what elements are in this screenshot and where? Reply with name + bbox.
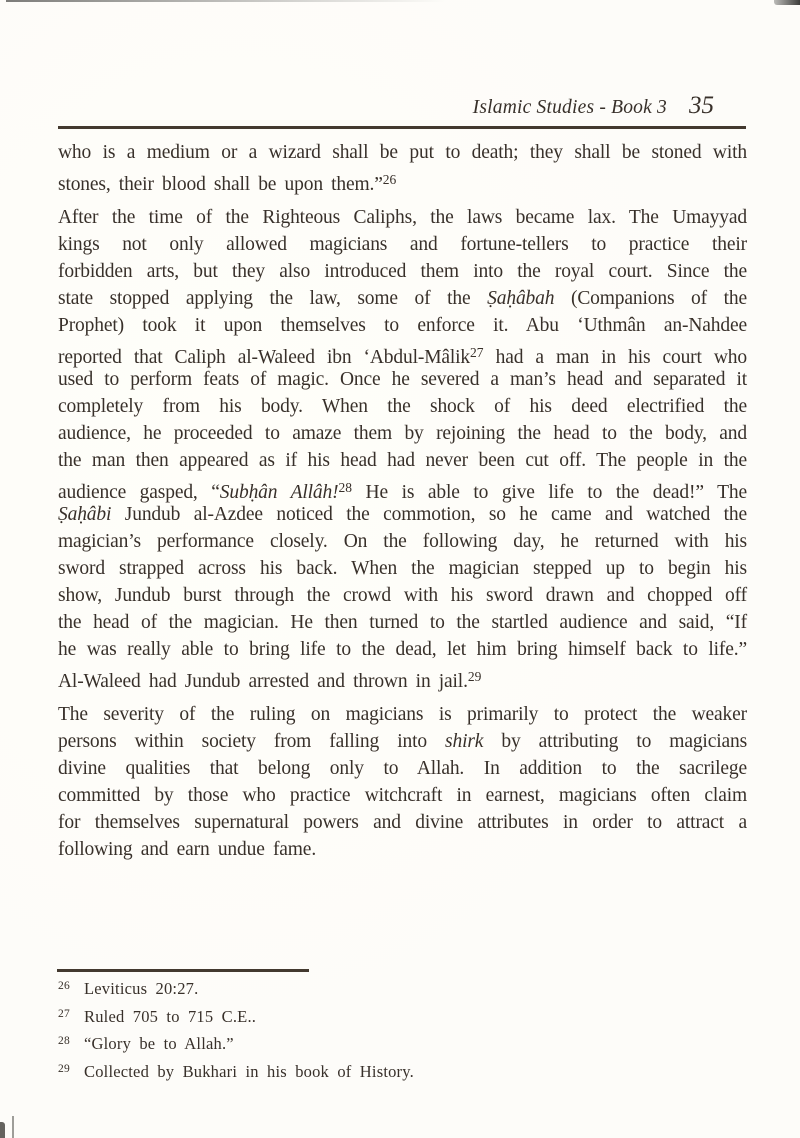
text-line: the head of the magician. He then turned to the startled audience and said, “If	[58, 612, 747, 633]
paragraph	[58, 701, 747, 863]
text-line: he was really able to bring life to the dead, let him bring himself back to life.”	[58, 639, 747, 660]
text-line: following and earn undue fame.	[58, 839, 317, 860]
text-line: forbidden arts, but they also introduced them into the royal court. Since the	[58, 261, 747, 282]
footnote-text: Leviticus 20:27.	[84, 979, 199, 998]
running-title: Islamic Studies - Book 3	[472, 97, 667, 118]
text-line: magician’s performance closely. On the following day, he returned with his	[58, 531, 747, 552]
footnote-ref: 27	[470, 345, 484, 360]
text-line: the man then appeared as if his head had never been cut off. The people in the	[58, 450, 747, 471]
text-line: who is a medium or a wizard shall be put to death; they shall be stoned with	[58, 142, 747, 163]
text-line: Prophet) took it upon themselves to enforce it. Abu ‘Uthmân an-Nahdee	[58, 315, 747, 336]
text-line: for themselves supernatural powers and divine attributes in order to attract a	[58, 812, 747, 833]
text-line: completely from his body. When the shock of his deed electrified the	[58, 396, 747, 417]
footnote-number: 29	[58, 1062, 70, 1075]
footnote	[58, 1058, 747, 1086]
text-line: Al-Waleed had Jundub arrested and thrown in jail.$^{29}$	[58, 669, 482, 692]
text-line: state stopped applying the law, some of the Ṣaḥâbah (Companions of the	[58, 288, 747, 309]
footnote-number: 28	[58, 1035, 70, 1047]
scan-artifact-bottom-left-line	[12, 1116, 14, 1138]
footnote	[58, 1003, 747, 1031]
text-line: used to perform feats of magic. Once he severed a man’s head and separated it	[58, 369, 747, 390]
footnotes-list	[58, 975, 747, 1085]
paragraph	[58, 139, 747, 193]
text-line: committed by those who practice witchcraft in earnest, magicians often claim	[58, 785, 747, 806]
header-rule	[58, 126, 746, 129]
text-line: audience, he proceeded to amaze them by rejoining the head to the body, and	[58, 423, 747, 444]
body-paragraphs	[58, 139, 747, 863]
text-line: Ṣaḥâbi Jundub al-Azdee noticed the commotion, so he came and watched the	[58, 504, 747, 525]
footnote	[58, 975, 747, 1003]
scan-artifact-top-edge	[6, 0, 446, 2]
scan-artifact-top-right	[774, 0, 800, 5]
footnote	[58, 1030, 747, 1058]
paragraph	[58, 204, 747, 690]
footnote-ref: 28	[338, 480, 352, 495]
page-number: 35	[689, 92, 714, 119]
footnote-ref: 29	[467, 669, 482, 684]
footnote-ref: 26	[382, 172, 397, 187]
footnote-text: Collected by Bukhari in his book of History.	[84, 1061, 414, 1081]
text-line: kings not only allowed magicians and fortune-tellers to practice their	[58, 234, 747, 255]
scan-artifact-bottom-left-mark	[0, 1122, 5, 1138]
text-line: show, Jundub burst through the crowd with his sword drawn and chopped off	[58, 585, 747, 606]
footnote-number: 27	[58, 1007, 70, 1020]
text-line: audience gasped, “Subḥân Allâh!$^{28}$ He is able to give life to the dead!” The	[58, 480, 747, 503]
text-line: divine qualities that belong only to Allah. In addition to the sacrilege	[58, 758, 747, 779]
page-header	[58, 92, 714, 123]
footnote-text: “Glory be to Allah.”	[84, 1034, 234, 1053]
text-line: sword strapped across his back. When the magician stepped up to begin his	[58, 558, 747, 579]
text-line: reported that Caliph al-Waleed ibn ‘Abdul-Mâlik$^{27}$ had a man in his court who	[58, 345, 748, 368]
footnote-number: 26	[58, 980, 70, 992]
text-line: stones, their blood shall be upon them.”$^{26}$	[58, 172, 397, 195]
text-line: After the time of the Righteous Caliphs, the laws became lax. The Umayyad	[58, 207, 747, 228]
text-line: persons within society from falling into shirk by attributing to magicians	[58, 731, 748, 752]
footnote-rule	[57, 969, 309, 972]
text-line: The severity of the ruling on magicians is primarily to protect the weaker	[58, 704, 747, 725]
footnote-text: Ruled 705 to 715 C.E..	[84, 1006, 257, 1026]
